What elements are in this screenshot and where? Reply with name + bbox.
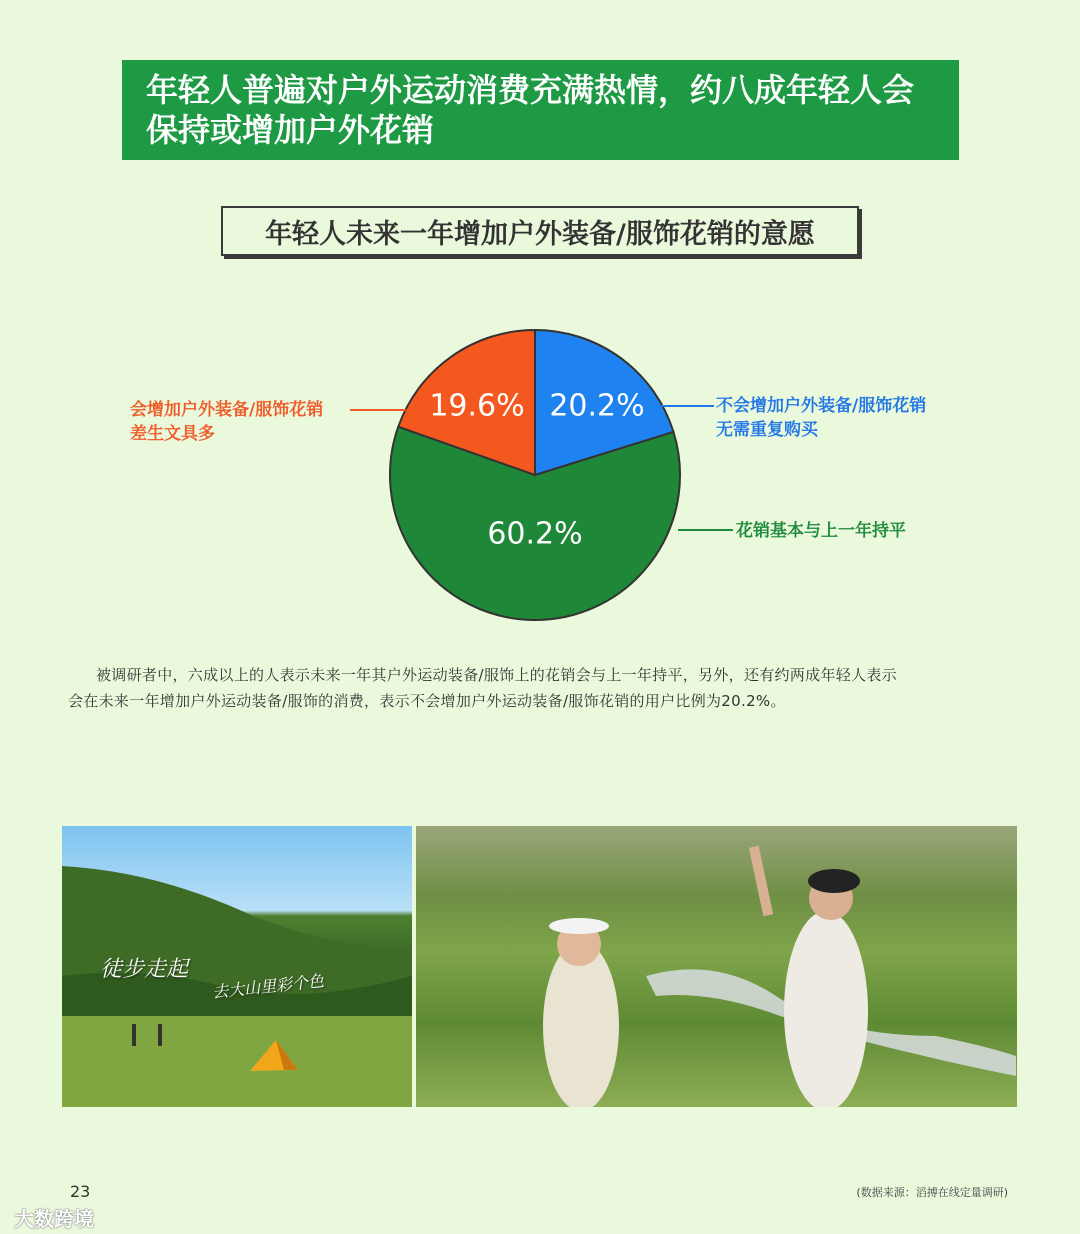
pie-chart <box>0 300 1080 640</box>
legend-label-no-increase-line-2: 无需重复购买 <box>716 420 818 440</box>
overlay-text-mountain: 去大山里彩个色 <box>211 971 325 1002</box>
header-banner <box>122 60 959 160</box>
pie-slice-increase-value-label: 19.6% <box>429 388 525 424</box>
pie-slice-no-increase-value-label: 20.2% <box>549 388 645 424</box>
legend-label-increase-line-2: 差生文具多 <box>130 424 215 444</box>
chart-title: 年轻人未来一年增加户外装备/服饰花销的意愿 <box>221 206 859 256</box>
watermark-logo: 大数跨境 <box>14 1207 94 1231</box>
legend-label-no-increase <box>716 394 926 442</box>
body-line-2: 会在未来一年增加户外运动装备/服饰的消费，表示不会增加户外运动装备/服饰花销的用户比例为20.2%。 <box>68 692 786 710</box>
body-line-1: 被调研者中，六成以上的人表示未来一年其户外运动装备/服饰上的花销会与上一年持平，另外，还有约两成年轻人表示 <box>96 666 897 684</box>
page-number: 23 <box>70 1182 91 1201</box>
body-paragraph <box>68 662 1018 714</box>
pie-slice-flat-value-label: 60.2% <box>487 516 583 552</box>
legend-label-flat-line-1: 花销基本与上一年持平 <box>736 521 906 541</box>
legend-label-increase <box>130 398 323 446</box>
overlay-text-hiking: 徒步走起 <box>100 957 189 982</box>
couple-scene-illustration <box>416 826 1017 1107</box>
header-title-line-2: 保持或增加户外花销 <box>146 111 435 149</box>
source-note: (数据来源：滔搏在线定量调研) <box>856 1186 1008 1199</box>
hiking-photo <box>62 826 412 1107</box>
legend-label-flat <box>736 519 906 543</box>
legend-label-no-increase-line-1: 不会增加户外装备/服饰花销 <box>716 396 927 416</box>
couple-outdoor-photo <box>416 826 1017 1107</box>
header-title-line-1: 年轻人普遍对户外运动消费充满热情，约八成年轻人会 <box>146 71 915 109</box>
legend-label-increase-line-1: 会增加户外装备/服饰花销 <box>130 400 324 420</box>
